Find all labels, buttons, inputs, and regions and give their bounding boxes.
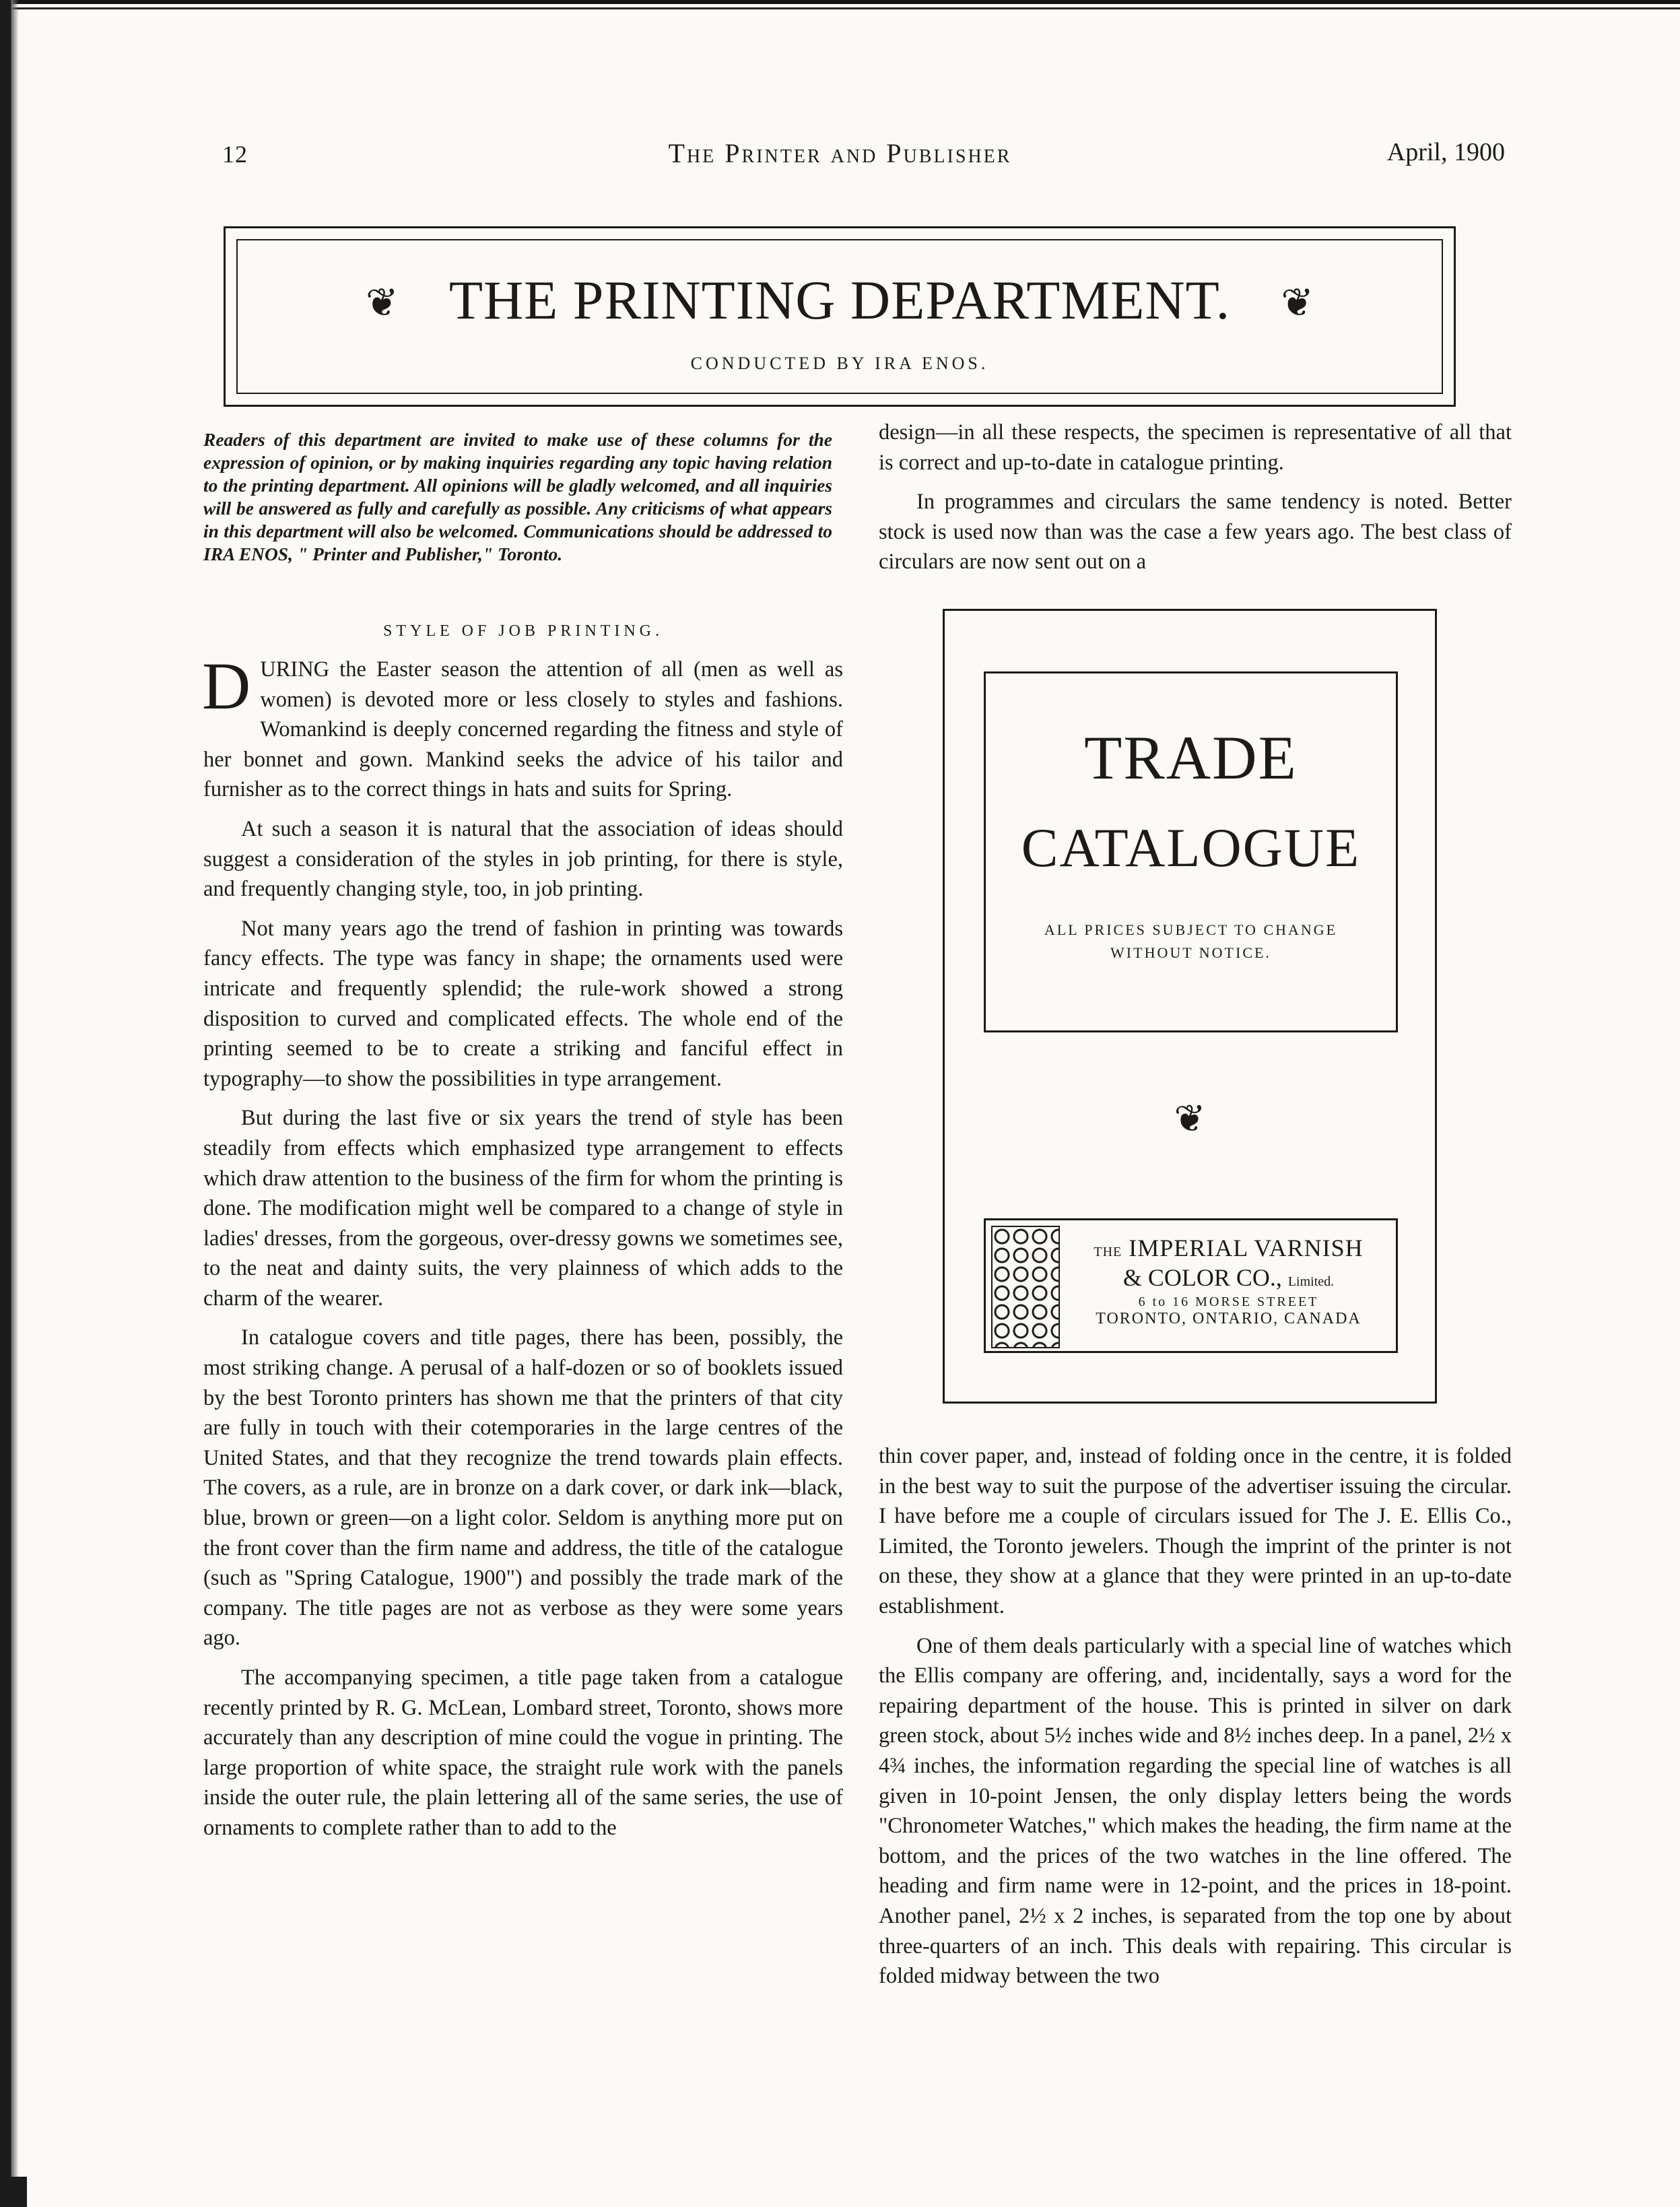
paragraph-7: In programmes and circulars the same tendency is noted. Better stock is used now than was the case a few years ago. The best class of circulars are now sent out on a: [879, 490, 1512, 574]
scan-edge-top: [0, 0, 1680, 15]
specimen-firm-limited: Limited.: [1287, 1274, 1335, 1289]
paragraph-4: But during the last five or six years the trend of style has been steadily from effects which emphasized type arrangement to effects which draw attention to the business of the firm for whom the printing is done. The modification might well be compared to a change of style in ladies' dresses, from the gorgeous, over-dressy gowns we sometimes see, to the neat and dainty suits, the very plainness of which adds to the charm of the wearer.: [203, 1106, 843, 1311]
specimen-firm-name-line-1: [1065, 1234, 1392, 1262]
department-banner-inner-rule: [236, 239, 1443, 394]
paragraph-5: In catalogue covers and title pages, there has been, possibly, the most striking change. A perusal of a half-dozen or so of booklets issued by the best Toronto printers has shown me that the printers of that city are fully in touch with their cotemporaries in the large centres of the United States, and that they recognize the trend towards plain effects. The covers, as a rule, are in bronze on a dark cover, or dark ink—black, blue, brown or green—on a light color. Seldom is anything more put on the front cover than the firm name and address, the title of the catalogue (such as "Spring Catalogue, 1900") and possibly the trade mark of the company. The title pages are not as verbose as they were some years ago.: [203, 1325, 843, 1651]
specimen-note-line-1: ALL PRICES SUBJECT TO CHANGE: [1044, 921, 1338, 938]
article-right-column-top: [879, 418, 1512, 577]
specimen-title-trade: TRADE: [1084, 723, 1298, 792]
paragraph-9: One of them deals particularly with a special line of watches which the Ellis company are offering, and, incidentally, says a word for the repairing department of the house. This is printed in silver on dark green stock, about 5½ inches wide and 8½ inches deep. In a panel, 2½ x 4¾ inches, the information regarding the special line of watches is all given in 10-point Jensen, the only display letters being the words "Chronometer Watches," which makes the heading, the firm name at the bottom, and the prices of the two watches in the line offered. The heading and firm name were in 12-point, and the prices in 18-point. Another panel, 2½ x 2 inches, is separated from the top one by about three-quarters of an inch. This deals with repairing. This circular is folded midway between the two: [879, 1633, 1512, 1989]
paragraph-6: The accompanying specimen, a title page taken from a catalogue recently printed by R. G. McLean, Lombard street, Toronto, shows more accurately than any description of mine could the vogue in printing. The large proportion of white space, the straight rule work with the panels inside the outer rule, the plain lettering all of the same series, the use of ornaments to complete rather than to add to the: [203, 1666, 843, 1840]
specimen-title-catalogue: CATALOGUE: [1021, 817, 1361, 878]
section-heading: STYLE OF JOB PRINTING.: [382, 622, 663, 640]
specimen-title-page: [943, 609, 1437, 1404]
specimen-firm-address: 6 to 16 MORSE STREET: [1138, 1294, 1319, 1309]
paragraph-1: [202, 649, 843, 805]
paragraph-1-text: URING the Easter season the attention of all (men as well as women) is devoted more or less closely to styles and fashions. Womankind is deeply concerned regarding the fitness and style of her bonnet and gown. Mankind seeks the advice of his tailor and furnisher as to the correct things in hats and suits for Spring.: [203, 657, 843, 802]
scan-corner-mark: [0, 2177, 27, 2207]
department-title: THE PRINTING DEPARTMENT.: [448, 269, 1231, 331]
department-intro: Readers of this department are invited to make use of these columns for the expression of opinion, or by making inquiries regarding any topic having relation to the printing department. All opinions will be gladly welcomed, and all inquiries will be answered as fully and carefully as possible. Any criticisms of what appears in this department will also be welcomed. Communications should be addressed to IRA ENOS, " Printer and Publisher," Toronto.: [203, 429, 832, 564]
specimen-title-panel: [984, 671, 1398, 1032]
paragraph-6-continued: design—in all these respects, the specimen is representative of all that is correct and up-to-date in catalogue printing.: [879, 420, 1512, 475]
department-banner: [224, 226, 1456, 407]
running-title: The Printer and Publisher: [668, 138, 1012, 168]
department-byline: CONDUCTED BY IRA ENOS.: [690, 354, 989, 373]
page-number: 12: [222, 141, 248, 168]
specimen-firm-panel: [984, 1218, 1398, 1353]
scan-edge-left: [0, 0, 34, 2207]
specimen-firm-name-2: & COLOR CO.,: [1122, 1264, 1282, 1291]
specimen-note-line-2: WITHOUT NOTICE.: [1110, 944, 1271, 961]
specimen-firm-the: THE: [1094, 1245, 1122, 1259]
specimen-price-note: [986, 919, 1396, 964]
paragraph-3: Not many years ago the trend of fashion in printing was towards fancy effects. The type was fancy in shape; the ornaments used were intricate and frequently splendid; the rule-work showed a strong disposition to curved and complicated effects. The whole end of the printing seemed to be to create a striking and fanciful effect in typography—to show the possibilities in type arrangement.: [203, 916, 843, 1091]
specimen-firm-city: TORONTO, ONTARIO, CANADA: [1096, 1310, 1362, 1327]
specimen-ornament-icon: ❦: [1174, 1098, 1206, 1140]
specimen-firm-name-1: IMPERIAL VARNISH: [1129, 1234, 1364, 1261]
specimen-firm-text: [1065, 1234, 1392, 1328]
article-left-column: [202, 649, 843, 2177]
specimen-firm-name-line-2: [1065, 1263, 1392, 1292]
paragraph-8-continued: thin cover paper, and, instead of folding once in the centre, it is folded in the best way to suit the purpose of the advertiser issuing the circular. I have before me a couple of circulars issued for The J. E. Ellis Co., Limited, the Toronto jewelers. Though the imprint of the printer is not on these, they show at a glance that they were printed in an up-to-date establishment.: [879, 1444, 1512, 1618]
article-right-column-bottom: [879, 1441, 1512, 2196]
issue-date: April, 1900: [1386, 138, 1505, 166]
ornament-left-icon: ❦: [366, 281, 399, 325]
drop-cap: D: [202, 649, 251, 723]
paragraph-2: At such a season it is natural that the association of ideas should suggest a consideration of the styles in job printing, for there is style, and frequently changing style, too, in job printing.: [203, 816, 843, 902]
decorative-pattern-icon: [991, 1226, 1060, 1348]
ornament-right-icon: ❦: [1281, 281, 1314, 325]
